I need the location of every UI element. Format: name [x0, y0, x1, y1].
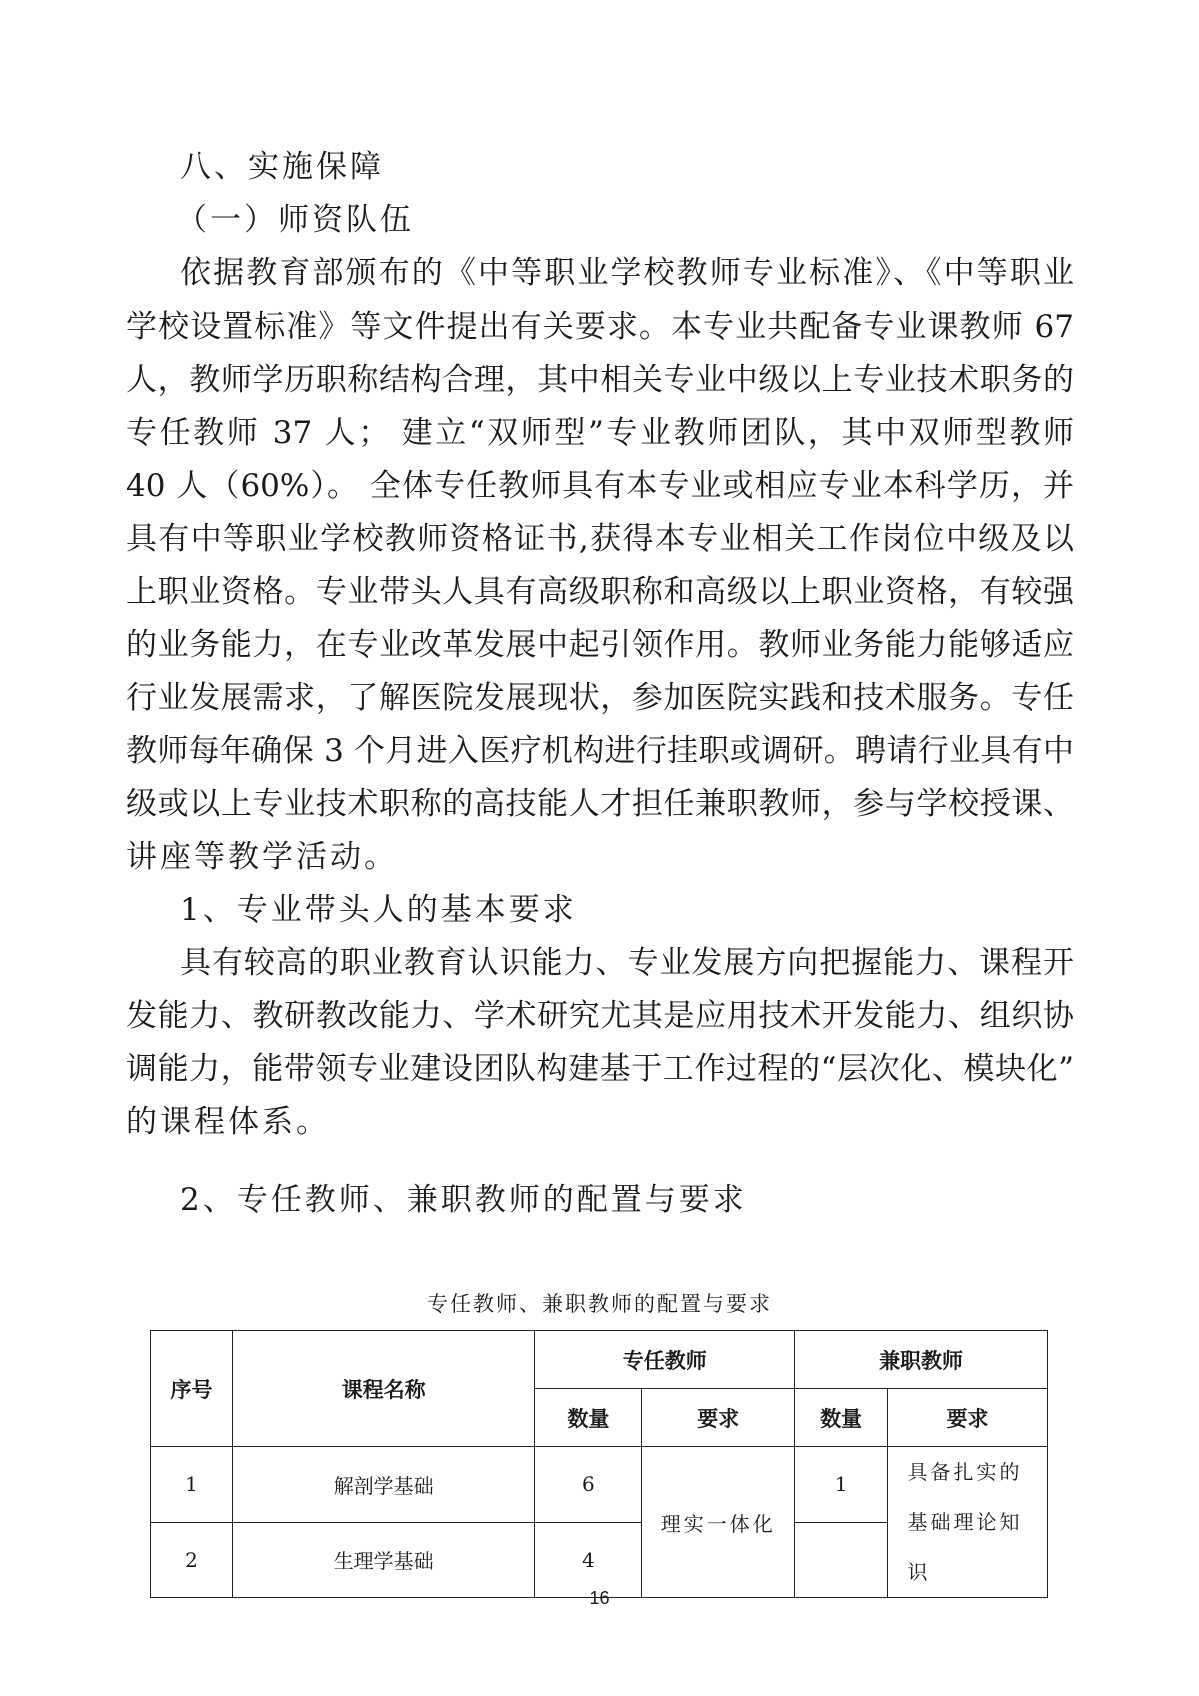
row-course-name: 生理学基础	[232, 1522, 535, 1598]
paragraph-line: 的课程体系。	[126, 1104, 330, 1140]
parttime-requirement-cell	[888, 1447, 1048, 1598]
paragraph-line: 依据教育部颁布的《中等职业学校教师专业标准》、《中等职业	[180, 255, 1074, 291]
page-number: 16	[589, 1588, 610, 1608]
header-fulltime-teacher: 专任教师	[535, 1331, 795, 1389]
paragraph-line: 上职业资格。专业带头人具有高级职称和高级以上职业资格，有较强	[126, 574, 1074, 610]
subsection-1-heading: 1、专业带头人的基本要求	[180, 892, 577, 928]
row-index: 2	[151, 1522, 233, 1598]
header-parttime-count: 数量	[795, 1389, 888, 1447]
row-index: 1	[151, 1447, 233, 1523]
paragraph-line: 40 人（60%）。 全体专任教师具有本专业或相应专业本科学历，并	[126, 468, 1074, 504]
table-row	[151, 1447, 1048, 1523]
paragraph-line: 学校设置标准》等文件提出有关要求。本专业共配备专业课教师 67	[126, 309, 1074, 345]
paragraph-line: 讲座等教学活动。	[126, 839, 398, 875]
paragraph-line: 级或以上专业技术职称的高技能人才担任兼职教师，参与学校授课、	[126, 786, 1074, 822]
paragraph-line: 具有中等职业学校教师资格证书,获得本专业相关工作岗位中级及以	[126, 521, 1074, 557]
row-fulltime-count: 6	[535, 1447, 642, 1523]
paragraph-line: 人，教师学历职称结构合理，其中相关专业中级以上专业技术职务的	[126, 362, 1074, 398]
paragraph-line: 行业发展需求，了解医院发展现状，参加医院实践和技术服务。专任	[126, 680, 1074, 716]
header-index: 序号	[151, 1331, 233, 1447]
parttime-requirement-text: 具备扎实的基础理论知识	[907, 1460, 1023, 1584]
paragraph-line: 的业务能力，在专业改革发展中起引领作用。教师业务能力能够适应	[126, 627, 1074, 663]
staff-table	[150, 1330, 1048, 1598]
header-course-name: 课程名称	[232, 1331, 535, 1447]
fulltime-requirement-cell: 理实一体化	[642, 1447, 795, 1598]
section-heading: 八、实施保障	[180, 149, 384, 185]
header-parttime-teacher: 兼职教师	[795, 1331, 1048, 1389]
row-parttime-count: 1	[795, 1447, 888, 1523]
row-parttime-count	[795, 1522, 888, 1598]
paragraph-line: 教师每年确保 3 个月进入医疗机构进行挂职或调研。聘请行业具有中	[126, 733, 1074, 769]
paragraph-line: 具有较高的职业教育认识能力、专业发展方向把握能力、课程开	[180, 945, 1074, 981]
paragraph-line: 专任教师 37 人； 建立“双师型”专业教师团队，其中双师型教师	[126, 415, 1074, 451]
header-fulltime-count: 数量	[535, 1389, 642, 1447]
table-caption: 专任教师、兼职教师的配置与要求	[427, 1292, 772, 1316]
paragraph-line: 调能力，能带领专业建设团队构建基于工作过程的“层次化、模块化”	[126, 1051, 1074, 1087]
subsection-2-heading: 2、专任教师、兼职教师的配置与要求	[180, 1182, 747, 1218]
paragraph-line: 发能力、教研教改能力、学术研究尤其是应用技术开发能力、组织协	[126, 998, 1074, 1034]
subsection-heading: （一）师资队伍	[176, 202, 414, 238]
header-fulltime-requirement: 要求	[642, 1389, 795, 1447]
row-course-name: 解剖学基础	[232, 1447, 535, 1523]
row-fulltime-count: 4	[535, 1522, 642, 1598]
header-parttime-requirement: 要求	[888, 1389, 1048, 1447]
